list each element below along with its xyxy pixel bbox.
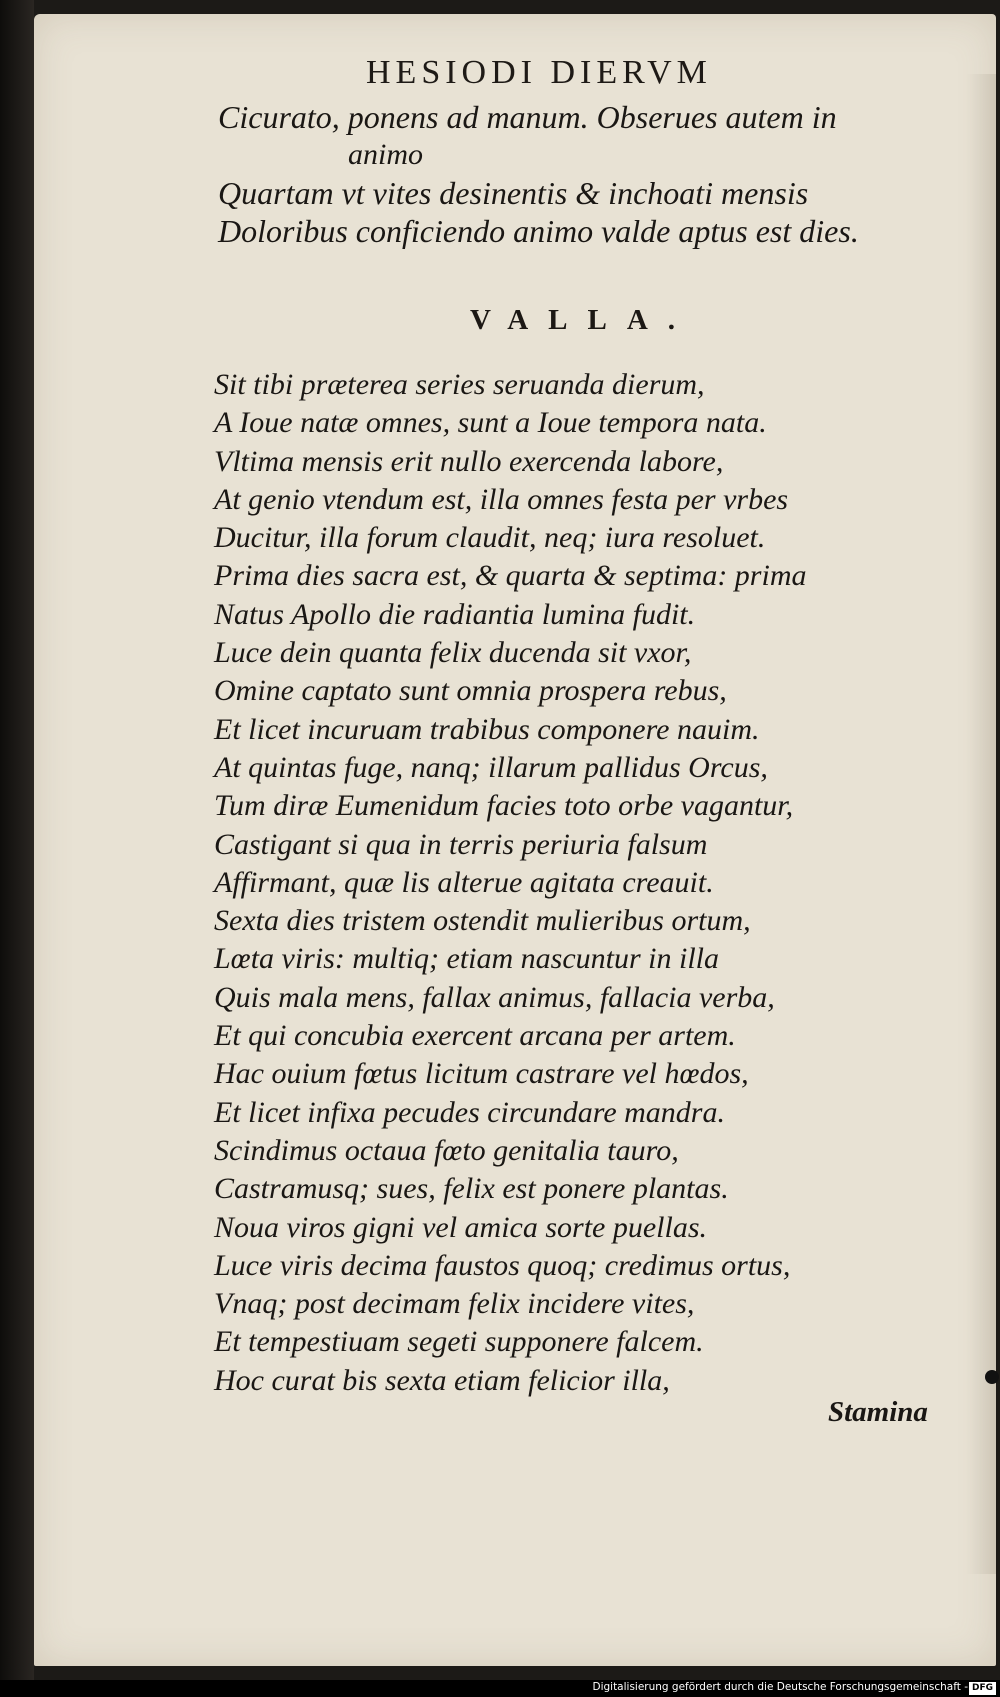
running-head: HESIODI DIERVM [366, 54, 712, 91]
prose-line: Cicurato, ponens ad manum. Obserues autem in [218, 99, 837, 135]
verse-line: Omine captato sunt omnia prospera rebus, [214, 674, 727, 708]
verse-line: Lœta viris: multiq; etiam nascuntur in illa [214, 942, 720, 976]
catchword: Stamina [828, 1396, 928, 1428]
verse-line: Luce viris decima faustos quoq; credimus ortus, [214, 1248, 791, 1282]
prose-line: Doloribus conficiendo animo valde aptus est dies. [218, 213, 859, 249]
scan-mark [985, 1370, 999, 1384]
verse-line: Castigant si qua in terris periuria falsum [214, 827, 708, 861]
verse-line: Vnaq; post decimam felix incidere vites, [214, 1287, 695, 1321]
verse-line: Tum diræ Eumenidum facies toto orbe vagantur, [214, 789, 794, 823]
verse-line: Et qui concubia exercent arcana per artem. [214, 1019, 736, 1053]
section-title: VALLA. [470, 304, 696, 336]
dfg-logo-icon: DFG [969, 1682, 996, 1695]
verse-block [214, 366, 974, 1400]
verse-line: Vltima mensis erit nullo exercenda labore, [214, 444, 724, 478]
verse-line: Prima dies sacra est, & quarta & septima: prima [214, 559, 807, 593]
verse-line: Castramusq; sues, felix est ponere plantas. [214, 1172, 729, 1206]
verse-line: Et tempestiuam segeti supponere falcem. [214, 1325, 704, 1359]
verse-line: Sit tibi præterea series seruanda dierum, [214, 368, 705, 401]
verse-line: Ducitur, illa forum claudit, neq; iura resoluet. [214, 521, 766, 555]
verse-line: Sexta dies tristem ostendit mulieribus ortum, [214, 904, 751, 938]
verse-line: Hac ouium fœtus licitum castrare vel hœdos, [214, 1057, 749, 1091]
verse-line: At quintas fuge, nanq; illarum pallidus Orcus, [214, 750, 768, 784]
scan-edge [0, 0, 34, 1697]
verse-line: Noua viros gigni vel amica sorte puellas. [214, 1210, 708, 1244]
verse-line: Quis mala mens, fallax animus, fallacia verba, [214, 980, 775, 1014]
prose-line: Quartam vt vites desinentis & inchoati mensis [218, 175, 809, 211]
verse-line: Hoc curat bis sexta etiam felicior illa, [214, 1363, 670, 1397]
verse-line: At genio vtendum est, illa omnes festa per vrbes [214, 482, 789, 516]
verse-line: Luce dein quanta felix ducenda sit vxor, [214, 636, 692, 670]
verse-line: Et licet infixa pecudes circundare mandra. [214, 1095, 725, 1129]
verse-line: Et licet incuruam trabibus componere nauim. [214, 712, 760, 746]
verse-line: Natus Apollo die radiantia lumina fudit. [214, 597, 696, 631]
footer-credit: Digitalisierung gefördert durch die Deutsche Forschungsgemeinschaft - [592, 1681, 968, 1693]
verse-line: A Ioue natæ omnes, sunt a Ioue tempora nata. [214, 406, 767, 440]
verse-line: Scindimus octaua fœto genitalia tauro, [214, 1133, 679, 1167]
prose-line: animo [348, 138, 423, 171]
verse-line: Affirmant, quæ lis alterue agitata creauit. [214, 865, 714, 899]
prose-block [218, 98, 978, 250]
